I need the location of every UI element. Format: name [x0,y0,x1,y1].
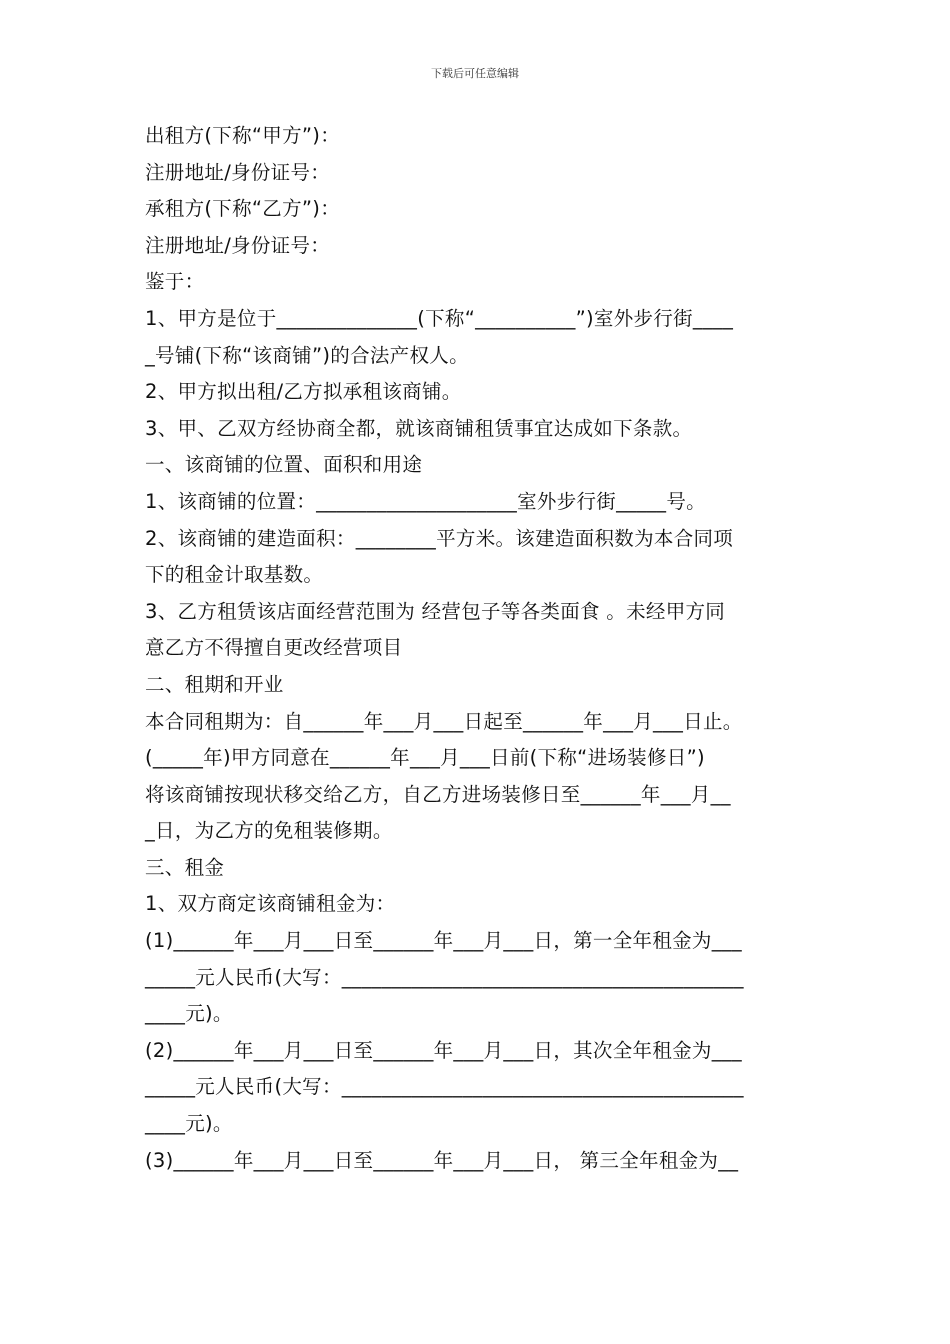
text-line: _____元人民币(大写：________________________________________ [145,1075,744,1099]
text-line: _日，为乙方的免租装修期。 [145,819,393,843]
text-line: 将该商铺按现状移交给乙方，自乙方进场装修日至______年___月__ [145,782,731,806]
text-line: (1)______年___月___日至______年___月___日，第一全年租金为___ [145,929,742,953]
text-line: _____元人民币(大写：________________________________________ [145,965,744,989]
section-heading: 二、租期和开业 [145,672,284,696]
text-line: 鉴于： [145,270,205,294]
text-line: 1、该商铺的位置：____________________室外步行街_____号。 [145,489,706,513]
text-line: 本合同租期为：自______年___月___日起至______年___月___日止。 [145,709,743,733]
text-line: (_____年)甲方同意在______年___月___日前(下称“进场装修日”) [145,746,705,770]
text-line: 3、乙方租赁该店面经营范围为 经营包子等各类面食 。未经甲方同 [145,599,726,623]
text-line: 出租方(下称“甲方”)： [145,124,341,147]
text-line: 1、甲方是位于______________(下称“__________”)室外步行街____ [145,306,734,330]
text-line: _号铺(下称“该商铺”)的合法产权人。 [145,343,469,367]
text-line: 注册地址/身份证号： [145,160,331,184]
text-line: (2)______年___月___日至______年___月___日，其次全年租金为___ [145,1038,742,1062]
text-line: 承租方(下称“乙方”)： [145,197,341,221]
text-line: 2、该商铺的建造面积：________平方米。该建造面积数为本合同项 [145,526,734,550]
text-line: 意乙方不得擅自更改经营项目 [145,636,403,660]
text-line: (3)______年___月___日至______年___月___日， 第三全年租金为__ [145,1148,739,1172]
contract-body [145,118,815,1179]
section-heading: 一、该商铺的位置、面积和用途 [145,453,423,477]
text-line: 下的租金计取基数。 [145,563,324,587]
text-line: 1、双方商定该商铺租金为： [145,892,396,916]
page-header-note: 下载后可任意编辑 [431,67,519,80]
text-line: ____元)。 [145,1002,233,1026]
text-line: ____元)。 [145,1112,233,1136]
text-line: 注册地址/身份证号： [145,233,331,257]
text-line: 2、甲方拟出租/乙方拟承租该商铺。 [145,380,462,404]
section-heading: 三、租金 [145,855,225,879]
text-line: 3、甲、乙双方经协商全都，就该商铺租赁事宜达成如下条款。 [145,416,693,440]
